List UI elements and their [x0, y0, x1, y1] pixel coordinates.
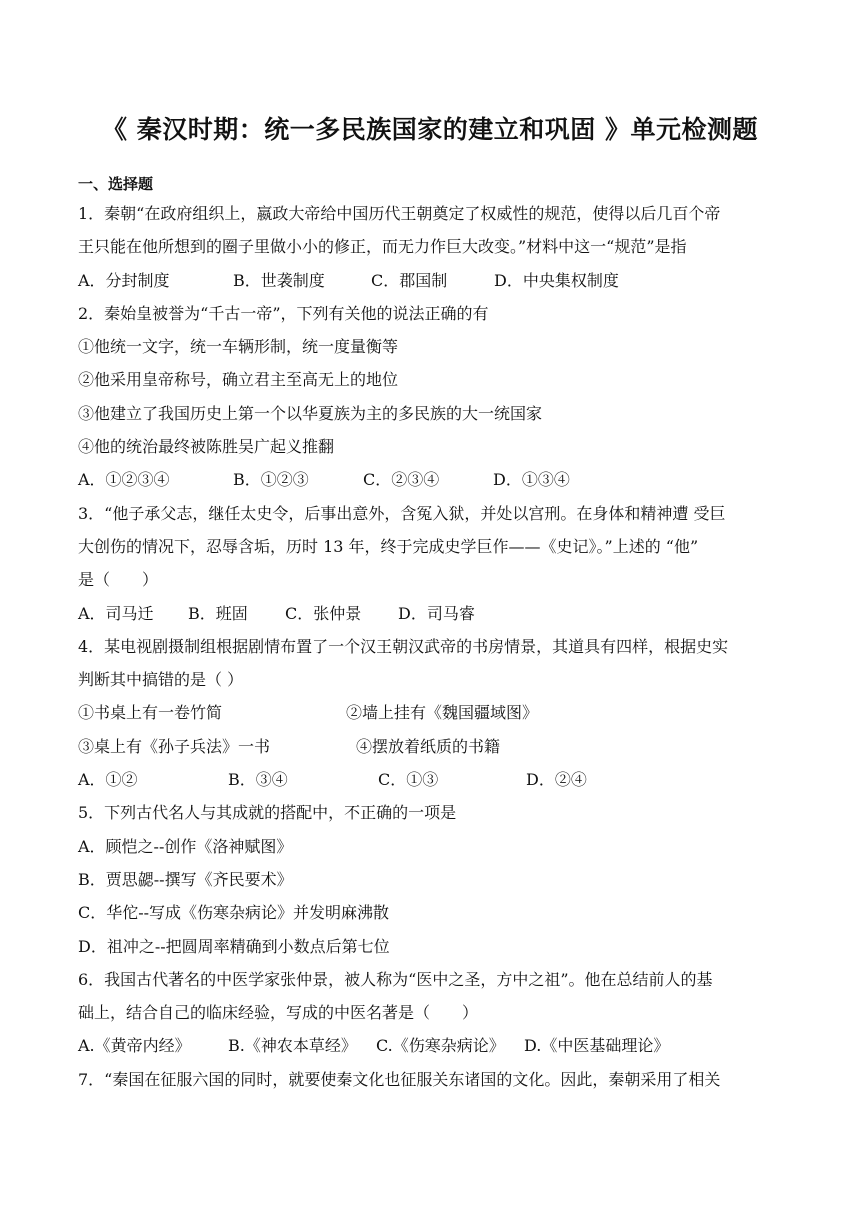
question-1-option-a: A．分封制度: [78, 270, 170, 290]
question-4-items-row: [78, 696, 790, 729]
question-3-stem-line: 是（ ）: [78, 570, 159, 590]
question-5-option-a: A．顾恺之--创作《洛神赋图》: [78, 836, 293, 856]
question-6-stem-line: 础上，结合自己的临床经验，写成的中医名著是（ ）: [78, 1003, 479, 1023]
question-2-stem-line: 2．秦始皇被誉为“千古一帝”，下列有关他的说法正确的有: [78, 303, 489, 323]
question-6-options: [78, 1029, 790, 1062]
question-4-stem-line: 判断其中搞错的是（ ）: [78, 670, 244, 690]
question-2-statement: ②他采用皇帝称号，确立君主至高无上的地位: [78, 370, 399, 390]
question-2-statement: ④他的统治最终被陈胜吴广起义推翻: [78, 437, 335, 457]
question-4-option-a: A．①②: [78, 770, 138, 790]
question-7-stem-line: 7．“秦国在征服六国的同时，就要使秦文化也征服关东诸国的文化。因此，秦朝采用了相关: [78, 1069, 721, 1089]
question-4-stem-line: 4．某电视剧摄制组根据剧情布置了一个汉王朝汉武帝的书房情景，其道具有四样，根据史实: [78, 636, 729, 656]
question-4-options: [78, 763, 790, 796]
question-3-stem-line: 3．“他子承父志，继任太史令，后事出意外，含冤入狱，并处以宫刑。在身体和精神遭 受巨: [78, 503, 726, 523]
question-2-option-d: D．①③④: [493, 470, 570, 490]
question-5-stem-line: 5．下列古代名人与其成就的搭配中，不正确的一项是: [78, 803, 457, 823]
question-6-option-c: C.《伤寒杂病论》: [376, 1036, 505, 1056]
page-title: 《 秦汉时期：统一多民族国家的建立和巩固 》单元检测题: [102, 115, 758, 144]
question-1-option-c: C．郡国制: [371, 270, 448, 290]
question-3-option-d: D．司马睿: [398, 603, 475, 623]
question-1-option-b: B．世袭制度: [233, 270, 325, 290]
question-6-option-a: A.《黄帝内经》: [78, 1036, 191, 1056]
question-3-option-b: B．班固: [188, 603, 248, 623]
question-6-option-b: B.《神农本草经》: [228, 1036, 357, 1056]
question-4-items-row: [78, 730, 790, 763]
question-3-stem-line: 大创伤的情况下，忍辱含垢，历时 13 年，终于完成史学巨作——《史记》。”上述的 “他”: [78, 536, 699, 556]
question-1-stem-line: 王只能在他所想到的圈子里做小小的修正，而无力作巨大改变。”材料中这一“规范”是指: [78, 237, 687, 257]
question-3-options: [78, 597, 790, 630]
question-5-option-b: B．贾思勰--撰写《齐民要术》: [78, 869, 293, 889]
section-heading: 一、选择题: [78, 175, 154, 193]
question-2-option-b: B．①②③: [233, 470, 309, 490]
question-1-options: [78, 264, 790, 297]
question-6-option-d: D.《中医基础理论》: [524, 1036, 670, 1056]
question-4-item: ②墙上挂有《魏国疆域图》: [346, 703, 539, 723]
question-5-option-c: C．华佗--写成《伤寒杂病论》并发明麻沸散: [78, 903, 390, 923]
question-3-option-c: C．张仲景: [285, 603, 362, 623]
question-2-statement: ③他建立了我国历史上第一个以华夏族为主的多民族的大一统国家: [78, 403, 543, 423]
question-6-stem-line: 6．我国古代著名的中医学家张仲景，被人称为“医中之圣，方中之祖”。他在总结前人的基: [78, 969, 713, 989]
question-3-option-a: A．司马迁: [78, 603, 154, 623]
question-4-item: ④摆放着纸质的书籍: [356, 736, 501, 756]
question-1-stem-line: 1．秦朝“在政府组织上，嬴政大帝给中国历代王朝奠定了权威性的规范，使得以后几百个帝: [78, 204, 721, 223]
question-4-item: ③桌上有《孙子兵法》一书: [78, 736, 271, 756]
question-4-option-d: D．②④: [526, 770, 587, 790]
question-5-option-d: D．祖冲之--把圆周率精确到小数点后第七位: [78, 936, 390, 956]
question-4-option-c: C．①③: [378, 770, 439, 790]
question-4-option-b: B．③④: [228, 770, 288, 790]
question-2-option-c: C．②③④: [363, 470, 440, 490]
question-4-item: ①书桌上有一卷竹简: [78, 703, 223, 723]
question-2-statement: ①他统一文字，统一车辆形制，统一度量衡等: [78, 337, 399, 357]
question-1-option-d: D．中央集权制度: [494, 270, 619, 290]
question-2-options: [78, 463, 790, 496]
question-2-option-a: A．①②③④: [78, 470, 170, 490]
question-list: [78, 197, 790, 1096]
